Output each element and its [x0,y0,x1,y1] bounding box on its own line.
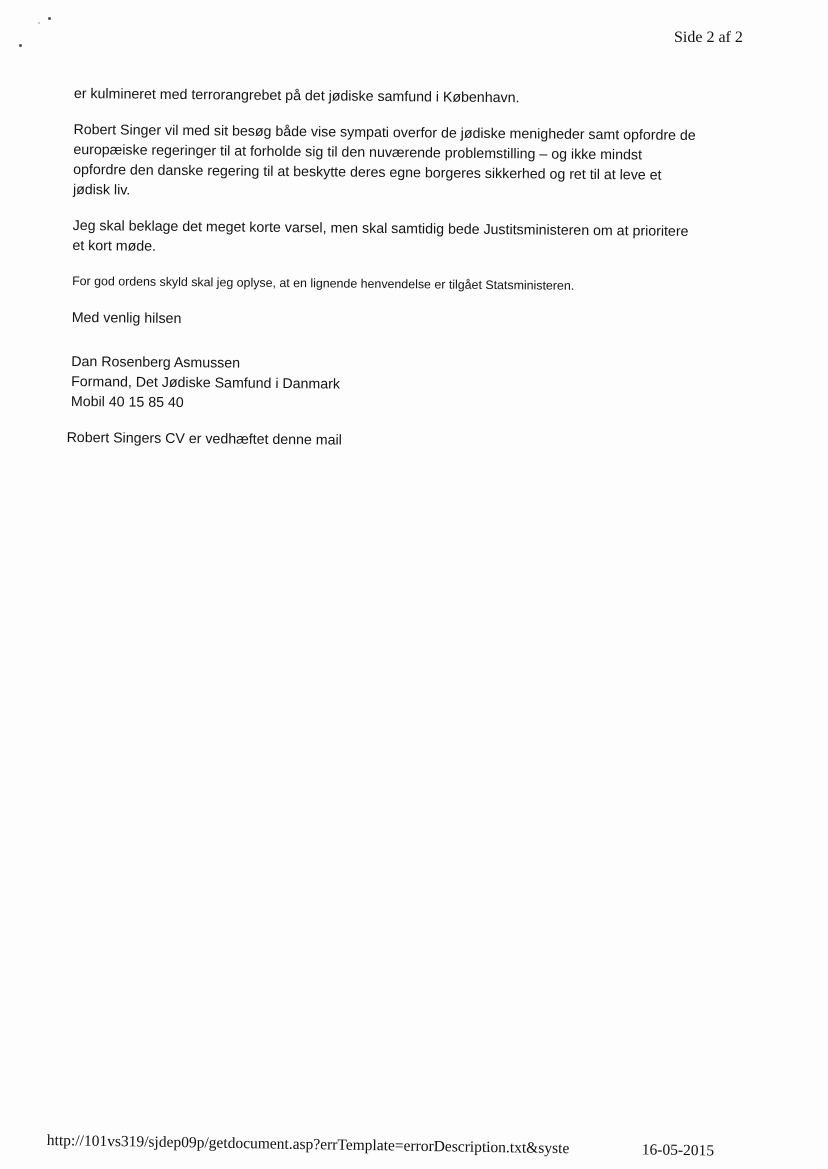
print-footer [47,1132,737,1161]
text-line: er kulmineret med terrorangrebet på det jødiske samfund i København. [73,85,520,107]
closing-salutation [72,308,752,335]
signature-phone: Mobil 40 15 85 40 [70,393,184,412]
text-line: Med venlig hilsen [71,309,182,328]
text-line: Robert Singers CV er vedhæftet denne mail [66,429,342,449]
signature-block [71,352,752,419]
letter-body [66,84,754,471]
text-line: opfordre den danske regering til at beskytte deres egne borgeres sikkerhed og ret til at leve et [73,161,662,184]
signature-name: Dan Rosenberg Asmussen [71,353,241,372]
text-line: jødisk liv. [72,181,131,199]
signature-title: Formand, Det Jødiske Samfund i Danmark [71,373,341,393]
text-line: Jeg skal beklage det meget korte varsel, men skal samtidig bede Justitsministeren om at prioritere [72,217,689,240]
paragraph-short-notice [72,216,752,263]
footer-date: 16-05-2015 [641,1141,715,1160]
text-line: europæiske regeringer til at forholde sig til den nuværende problemstilling – og ikke mindst [73,141,643,164]
paragraph-visit-purpose [73,120,754,207]
paragraph-prime-minister-note [72,272,752,297]
scan-speck [19,44,22,47]
scan-speck [48,17,51,20]
scan-speck [38,22,40,24]
text-line: Robert Singer vil med sit besøg både vise sympati overfor de jødiske menigheder samt opfordre de [73,121,696,144]
footer-url: http://101vs319/sjdep09p/getdocument.asp?errTemplate=errorDescription.txt&syste [46,1132,570,1158]
text-line: For god ordens skyld skal jeg oplyse, at en lignende henvendelse er tilgået Statsministeren. [72,273,575,293]
attachment-note [67,428,751,455]
page-number: Side 2 af 2 [674,29,743,46]
paragraph-continuation [74,84,754,111]
text-line: et kort møde. [72,237,157,255]
